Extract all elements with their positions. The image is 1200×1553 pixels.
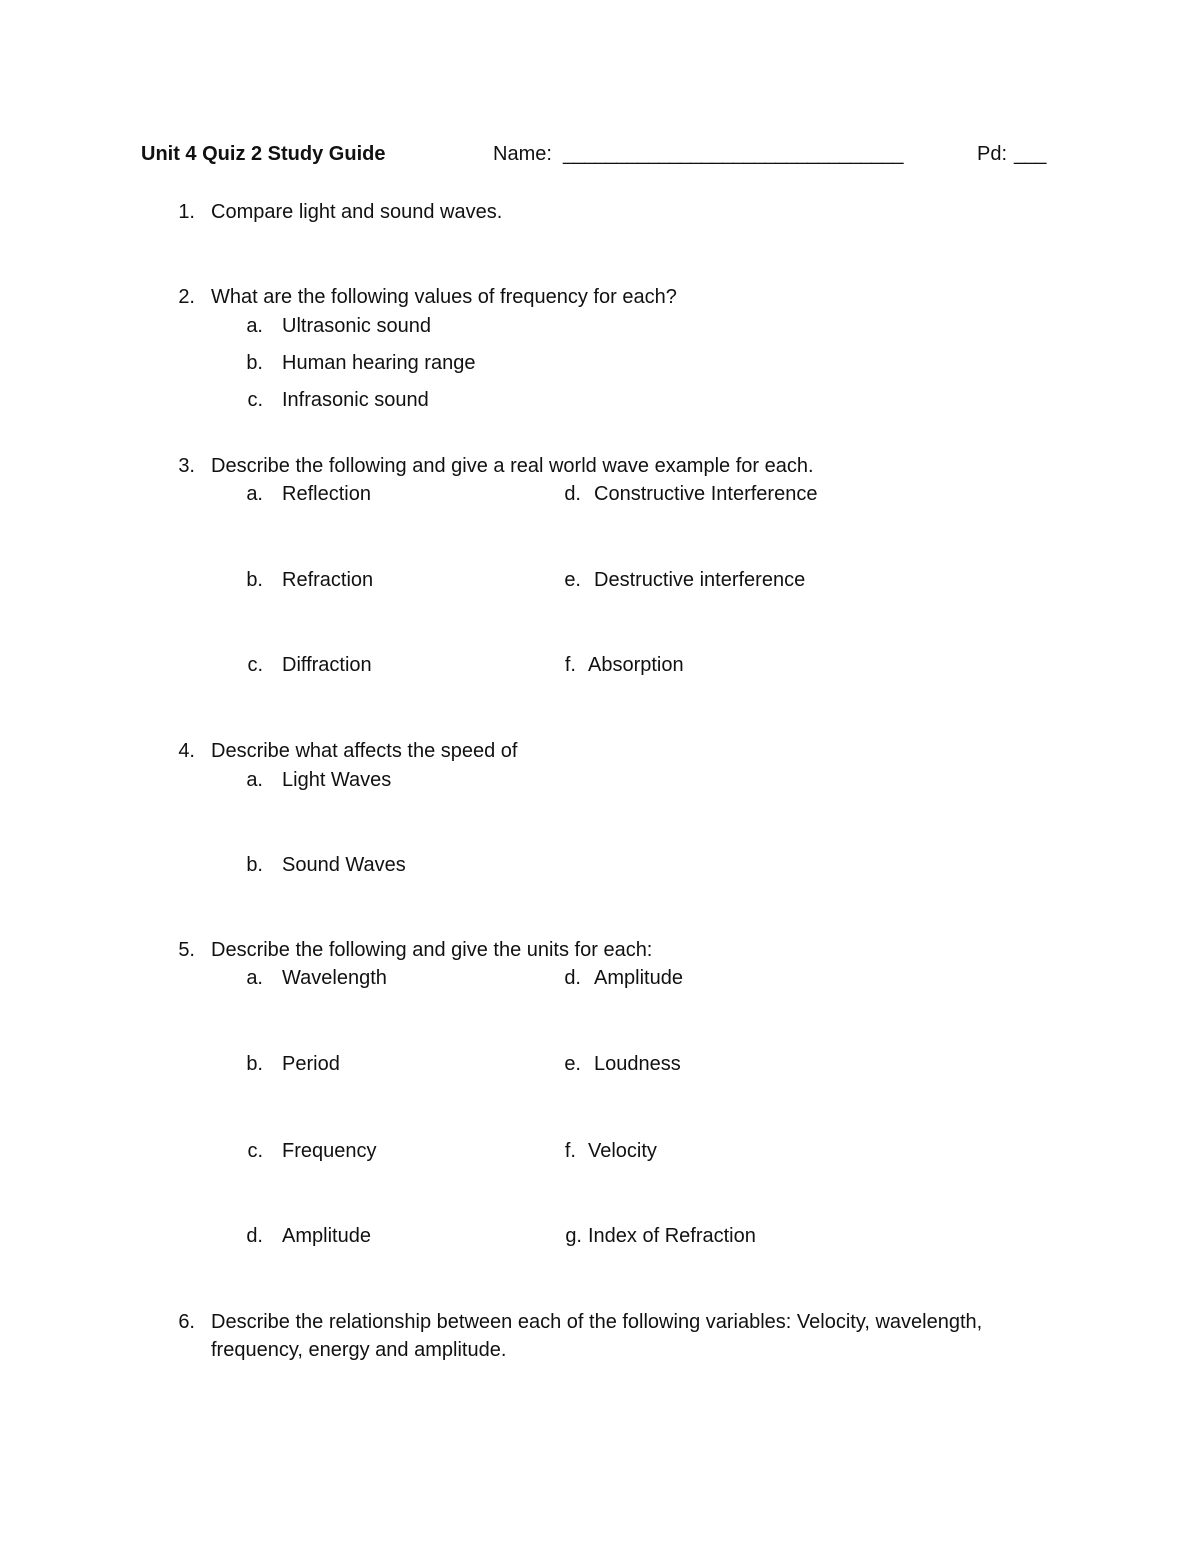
question-number: 6. bbox=[178, 1311, 195, 1333]
question-text: Describe the following and give the units for each: bbox=[211, 939, 653, 961]
item-text: Infrasonic sound bbox=[282, 389, 429, 411]
period-label: Pd: bbox=[977, 143, 1008, 165]
item-text: Ultrasonic sound bbox=[282, 315, 431, 337]
name-label: Name: bbox=[493, 143, 552, 165]
question-number: 2. bbox=[178, 286, 195, 308]
item-letter: b. bbox=[246, 854, 263, 876]
item-text: Refraction bbox=[282, 569, 374, 591]
page-title: Unit 4 Quiz 2 Study Guide bbox=[141, 143, 386, 165]
item-text: Constructive Interference bbox=[594, 483, 818, 505]
question-text: Describe the relationship between each of the following variables: Velocity, wavelength, bbox=[211, 1311, 983, 1333]
item-text: Human hearing range bbox=[282, 352, 476, 374]
item-text: Velocity bbox=[588, 1140, 657, 1162]
item-letter: f. bbox=[564, 654, 576, 676]
question-text: What are the following values of frequency for each? bbox=[211, 286, 677, 308]
item-text: Destructive interference bbox=[594, 569, 806, 591]
question-text: Describe what affects the speed of bbox=[211, 740, 518, 762]
item-text: Light Waves bbox=[282, 769, 392, 791]
name-blank: ________________________________ bbox=[563, 143, 903, 165]
item-text: Amplitude bbox=[282, 1225, 371, 1247]
question-number: 1. bbox=[178, 201, 195, 223]
item-letter: e. bbox=[564, 1053, 581, 1075]
question-number: 4. bbox=[178, 740, 195, 762]
item-letter: d. bbox=[564, 967, 581, 989]
period-blank: ___ bbox=[1014, 143, 1046, 165]
item-letter: c. bbox=[247, 1140, 263, 1162]
item-text: Wavelength bbox=[282, 967, 387, 989]
item-text: Index of Refraction bbox=[588, 1225, 756, 1247]
question-number: 5. bbox=[178, 939, 195, 961]
question-text-continued: frequency, energy and amplitude. bbox=[211, 1339, 507, 1361]
item-text: Reflection bbox=[282, 483, 371, 505]
item-letter: d. bbox=[564, 483, 581, 505]
item-letter: a. bbox=[246, 769, 263, 791]
item-letter: b. bbox=[246, 569, 263, 591]
item-letter: d. bbox=[246, 1225, 263, 1247]
item-text: Amplitude bbox=[594, 967, 683, 989]
item-letter: b. bbox=[246, 352, 263, 374]
item-letter: c. bbox=[247, 654, 263, 676]
item-letter: a. bbox=[246, 315, 263, 337]
item-text: Absorption bbox=[588, 654, 684, 676]
item-letter: g. bbox=[565, 1225, 582, 1247]
question-number: 3. bbox=[178, 455, 195, 477]
item-text: Period bbox=[282, 1053, 340, 1075]
item-letter: a. bbox=[246, 483, 263, 505]
item-text: Sound Waves bbox=[282, 854, 406, 876]
item-text: Loudness bbox=[594, 1053, 681, 1075]
item-text: Diffraction bbox=[282, 654, 372, 676]
item-letter: c. bbox=[247, 389, 263, 411]
item-letter: e. bbox=[564, 569, 581, 591]
item-letter: f. bbox=[564, 1140, 576, 1162]
question-text: Compare light and sound waves. bbox=[211, 201, 503, 223]
item-letter: a. bbox=[246, 967, 263, 989]
item-text: Frequency bbox=[282, 1140, 377, 1162]
item-letter: b. bbox=[246, 1053, 263, 1075]
question-text: Describe the following and give a real world wave example for each. bbox=[211, 455, 814, 477]
